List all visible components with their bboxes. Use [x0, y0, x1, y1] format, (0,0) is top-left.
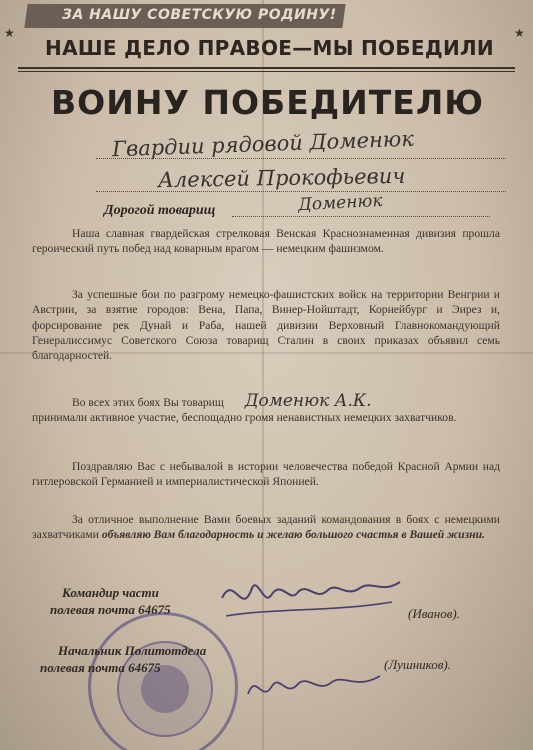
commander-name: (Иванов).: [408, 606, 460, 621]
divider: [18, 71, 515, 72]
politdept-field-post: полевая почта 64675: [40, 660, 161, 675]
salutation-name: Доменюк: [297, 190, 383, 216]
gratitude-emphasis: объявляю Вам благодарность и желаю большого счастья в Вашей жизни.: [101, 528, 485, 542]
participation-lead: Во всех этих боях Вы товарищ: [72, 396, 224, 409]
page-title: ВОИНУ ПОБЕДИТЕЛЮ: [51, 83, 484, 122]
paragraph-gratitude: [32, 512, 500, 543]
banner-text: ЗА НАШУ СОВЕТСКУЮ РОДИНУ!: [62, 7, 337, 23]
paragraph-battles: За успешные бои по разгрому немецко-фашистских войск на территории Венгрии и Австрии, за взятие городов: Вена, Папа, Винер-Нойштадт, Корнейбург и Эирез и, форсирование рек Дунай и Раба, нашей дивизии Верховный Главнокомандующий Генералиссимус Советского Союза товарищ Сталин в своих приказах объявил семь благодарностей.: [32, 288, 500, 363]
participation-rest: принимали активное участие, беспощадно громя ненавистных немецких захватчиков.: [32, 411, 457, 425]
commander-signature: [212, 568, 412, 632]
paragraph-division: Наша славная гвардейская стрелковая Венская Краснознаменная дивизия прошла героический путь побед над коварным врагом — немецким фашизмом.: [32, 227, 500, 256]
salutation: Дорогой товарищ: [104, 203, 216, 218]
politdept-name: (Лушников).: [384, 657, 451, 672]
star-icon: ★: [514, 26, 525, 40]
star-icon: ★: [4, 26, 15, 40]
participation-name: Доменюк А.К.: [244, 391, 372, 411]
recipient-first-patronymic: Алексей Прокофьевич: [157, 163, 406, 193]
fill-line: [96, 190, 506, 192]
slogan: НАШЕ ДЕЛО ПРАВОЕ—МЫ ПОБЕДИЛИ: [45, 36, 494, 60]
politdept-signature: [240, 664, 390, 714]
divider: [18, 67, 515, 69]
fill-line: [96, 157, 506, 159]
official-stamp: [88, 612, 238, 750]
recipient-rank-name: Гвардии рядовой Доменюк: [111, 126, 415, 162]
politdept-title: Начальник Политотдела: [58, 643, 207, 658]
paragraph-participation: [32, 391, 500, 426]
commander-title: Командир части: [62, 585, 159, 600]
paragraph-congratulation: Поздравляю Вас с небывалой в истории человечества победой Красной Армии над гитлеровской Германией и империалистической Японией.: [32, 460, 500, 489]
fill-line: [232, 215, 490, 217]
commander-field-post: полевая почта 64675: [50, 602, 171, 617]
gratitude-text: За отличное выполнение Вами боевых заданий командования в боях с немецкими захватчиками: [32, 513, 500, 542]
